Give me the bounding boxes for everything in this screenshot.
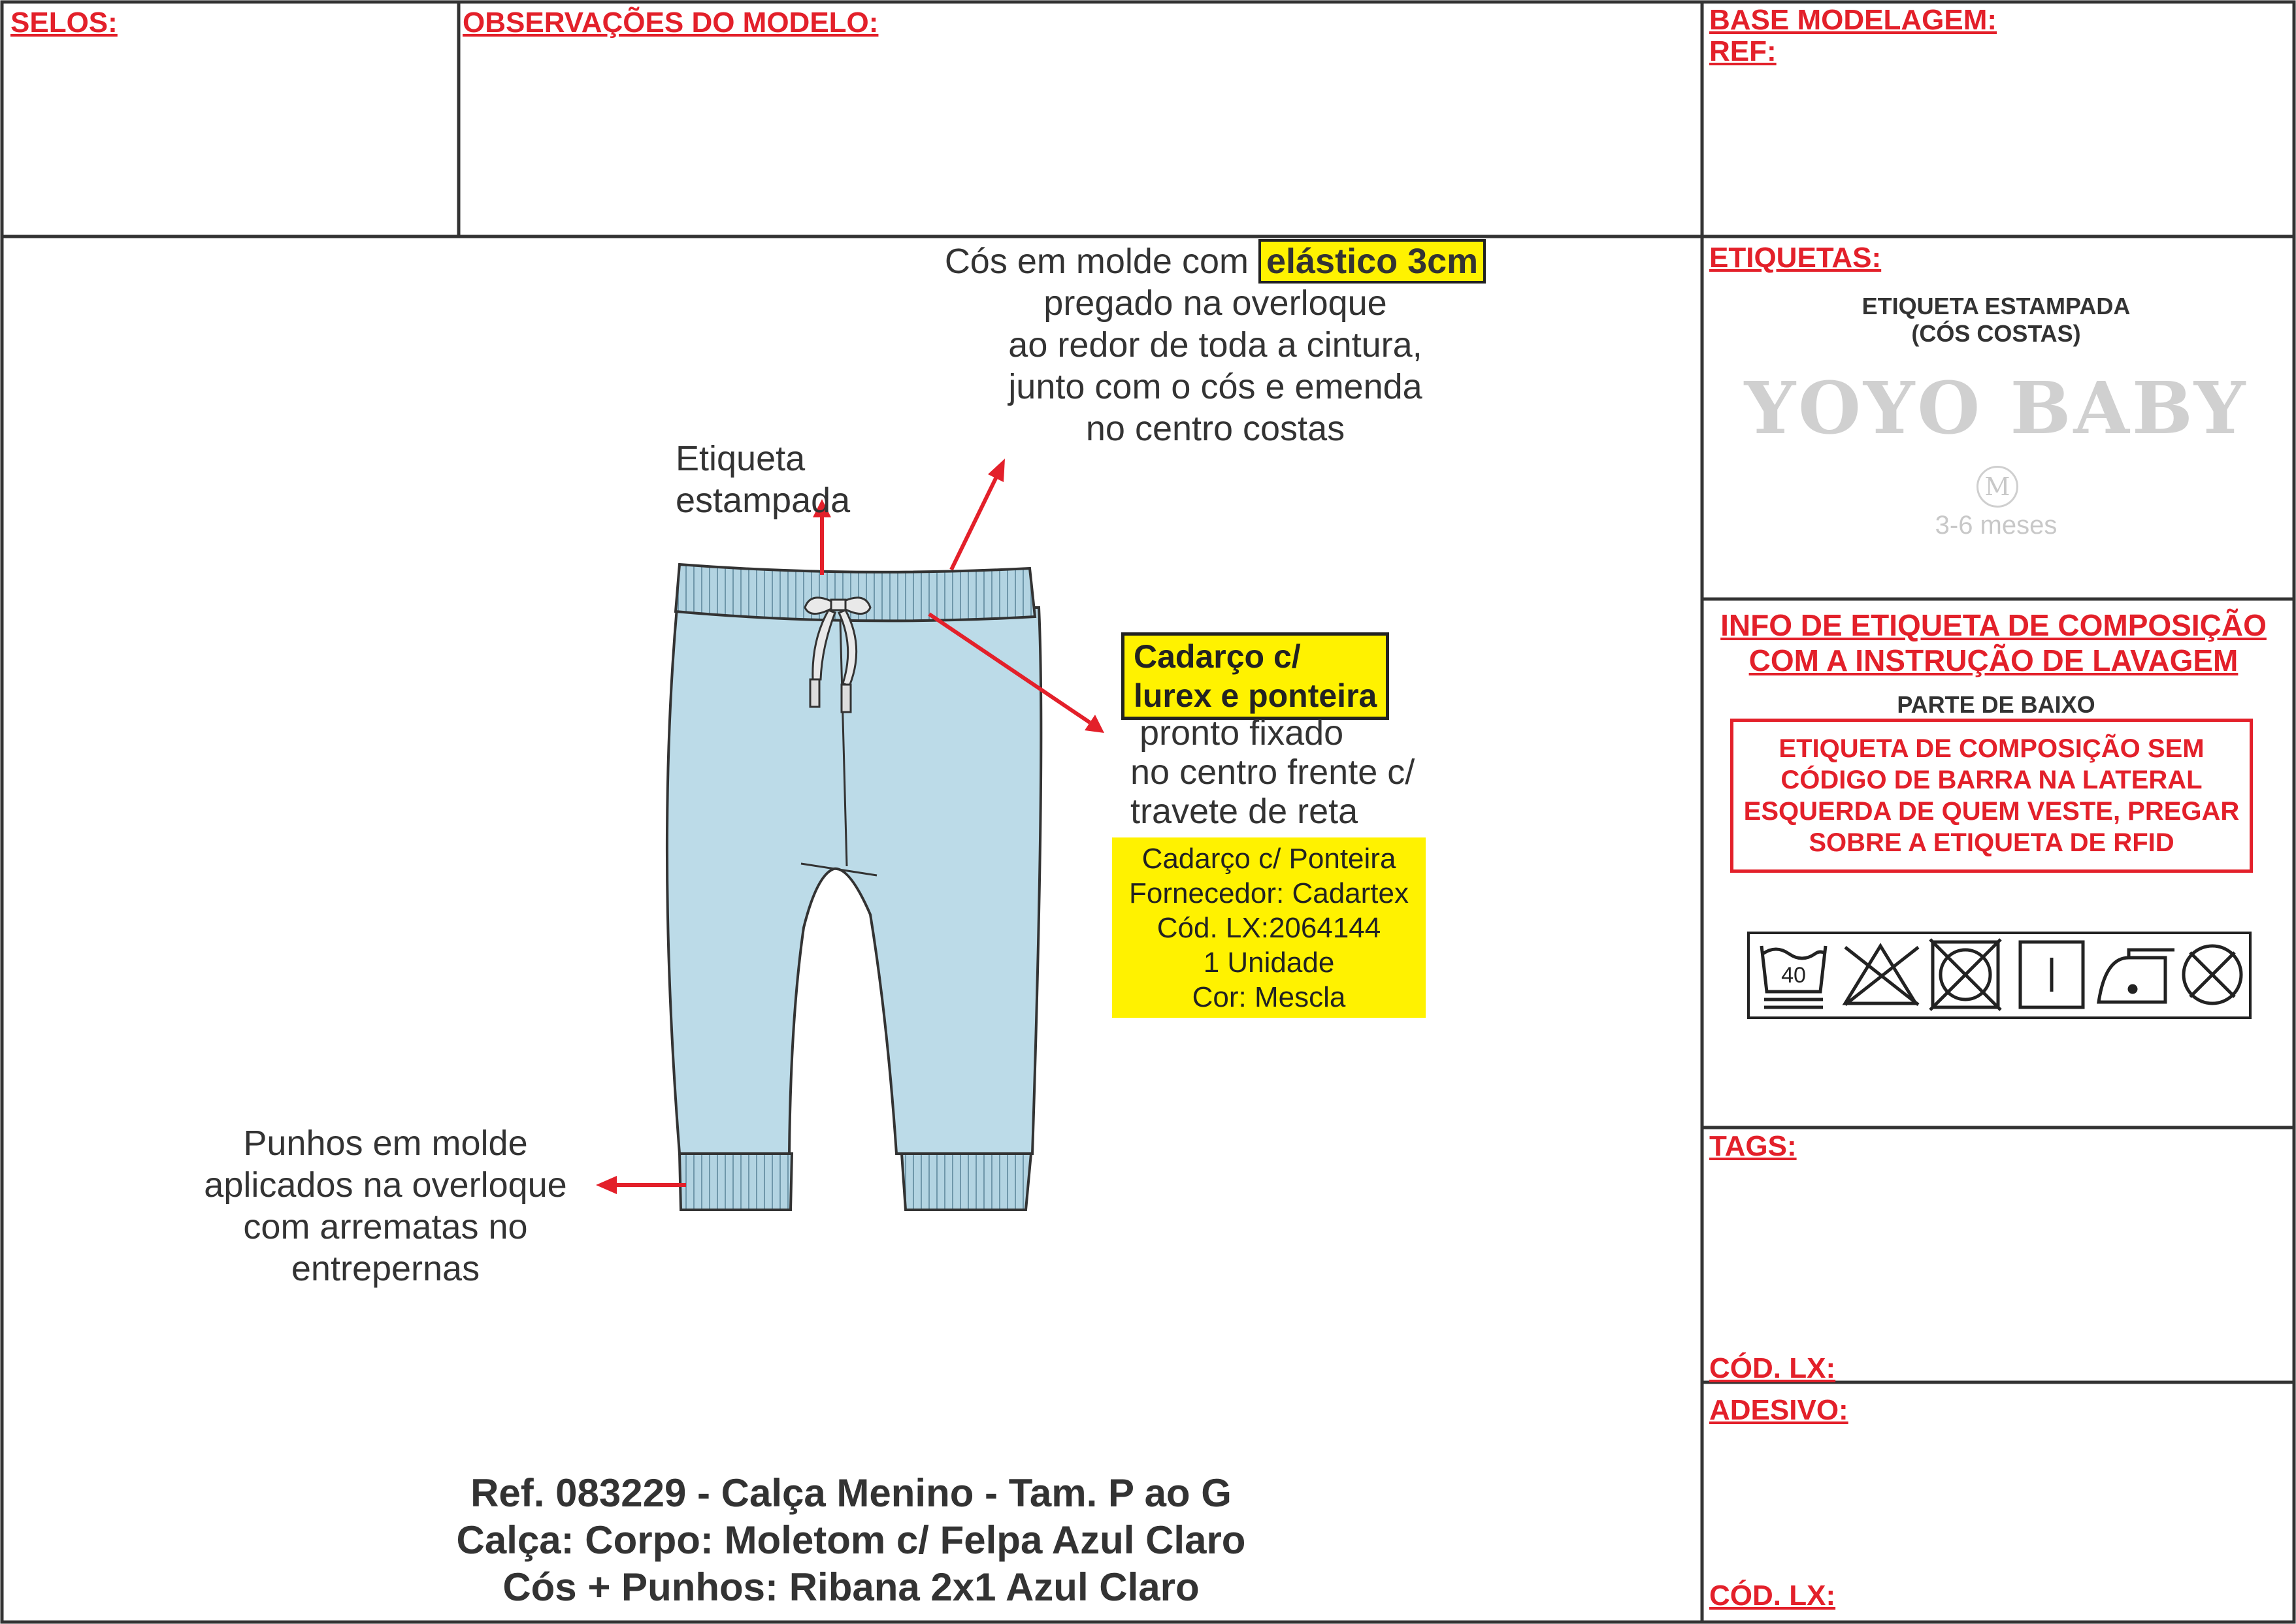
- fornecedor-line5: Cor: Mescla: [1192, 981, 1346, 1013]
- etiqueta-line1: Etiqueta: [676, 439, 806, 478]
- cos-line3: ao redor de toda a cintura,: [1008, 325, 1422, 365]
- punhos-line4: entrepernas: [291, 1249, 480, 1288]
- parte-de-baixo: PARTE DE BAIXO: [1897, 691, 2095, 718]
- composicao-box-line4: SOBRE A ETIQUETA DE RFID: [1809, 828, 2174, 857]
- brand-logo: YOYO BABY: [1744, 366, 2248, 450]
- fornecedor-line2: Fornecedor: Cadartex: [1129, 877, 1409, 909]
- punhos-line3: com arrematas no: [243, 1207, 528, 1246]
- selos-label: SELOS:: [10, 7, 118, 39]
- punhos-annotation: [204, 1122, 566, 1290]
- cadarco-line4: no centro frente c/: [1130, 753, 1415, 792]
- fornecedor-box: [1112, 837, 1426, 1018]
- etiqueta-line2: estampada: [676, 481, 851, 520]
- base-modelagem-label: BASE MODELAGEM:: [1709, 4, 1997, 36]
- cos-line4: junto com o cós e emenda: [1008, 367, 1422, 406]
- composicao-box-line2: CÓDIGO DE BARRA NA LATERAL: [1780, 766, 2203, 794]
- cos-line2: pregado na overloque: [1043, 284, 1387, 323]
- cos-highlight: elástico 3cm: [1258, 239, 1486, 284]
- size-circle: M: [1976, 466, 2018, 508]
- cos-line1: [889, 240, 1542, 282]
- punhos-line1: Punhos em molde: [243, 1124, 528, 1163]
- right-cuff: [902, 1154, 1031, 1210]
- tags-label: TAGS:: [1709, 1130, 1797, 1162]
- arrow-cos: [951, 476, 997, 570]
- cadarco-hl-line1: Cadarço c/: [1134, 638, 1301, 675]
- cadarco-highlight: [1121, 632, 1389, 720]
- etiquetas-label: ETIQUETAS:: [1709, 242, 1882, 274]
- footer-line3: Cós + Punhos: Ribana 2x1 Azul Claro: [502, 1565, 1200, 1609]
- ref-label: REF:: [1709, 35, 1777, 67]
- fornecedor-line3: Cód. LX:2064144: [1156, 911, 1381, 944]
- cos-line5: no centro costas: [1085, 409, 1345, 448]
- cod-lx-label-1: CÓD. LX:: [1709, 1352, 1836, 1384]
- punhos-line2: aplicados na overloque: [204, 1165, 567, 1205]
- left-cuff: [680, 1154, 792, 1210]
- care-symbols: [1747, 932, 2252, 1019]
- fornecedor-line4: 1 Unidade: [1203, 946, 1335, 979]
- cadarco-hl-line2: lurex e ponteira: [1134, 677, 1377, 714]
- wash-temp: 40: [1781, 963, 1806, 988]
- etiqueta-estampada-line2: (CÓS COSTAS): [1911, 320, 2081, 347]
- no-tumble-dry-icon: [1930, 939, 2001, 1010]
- composicao-title: [1709, 608, 2278, 678]
- etiqueta-estampada-caption: [1712, 293, 2280, 348]
- adesivo-label: ADESIVO:: [1709, 1394, 1848, 1426]
- cadarco-annotation: [1130, 713, 1415, 831]
- fornecedor-line1: Cadarço c/ Ponteira: [1141, 842, 1396, 875]
- cadarco-line3: pronto fixado: [1140, 713, 1344, 753]
- composicao-box: [1730, 719, 2253, 873]
- cos-prefix: Cós em molde com: [944, 242, 1249, 281]
- cos-annotation: [889, 240, 1542, 449]
- footer-line1: Ref. 083229 - Calça Menino - Tam. P ao G: [470, 1471, 1232, 1515]
- composicao-title-line2: COM A INSTRUÇÃO DE LAVAGEM: [1748, 643, 2239, 677]
- size-range: 3-6 meses: [1935, 511, 2058, 540]
- etiqueta-estampada-line1: ETIQUETA ESTAMPADA: [1861, 293, 2131, 319]
- cadarco-line5: travete de reta: [1130, 792, 1358, 831]
- footer-description: [0, 1470, 1702, 1611]
- etiqueta-annotation: [676, 438, 850, 521]
- pants-body: [667, 608, 1041, 1154]
- composicao-title-line1: INFO DE ETIQUETA DE COMPOSIÇÃO: [1720, 608, 2267, 642]
- composicao-box-line1: ETIQUETA DE COMPOSIÇÃO SEM: [1779, 734, 2205, 763]
- footer-line2: Calça: Corpo: Moletom c/ Felpa Azul Claro: [456, 1518, 1246, 1562]
- composicao-box-line3: ESQUERDA DE QUEM VESTE, PREGAR: [1743, 797, 2240, 826]
- cod-lx-label-2: CÓD. LX:: [1709, 1580, 1836, 1612]
- observacoes-label: OBSERVAÇÕES DO MODELO:: [463, 7, 879, 39]
